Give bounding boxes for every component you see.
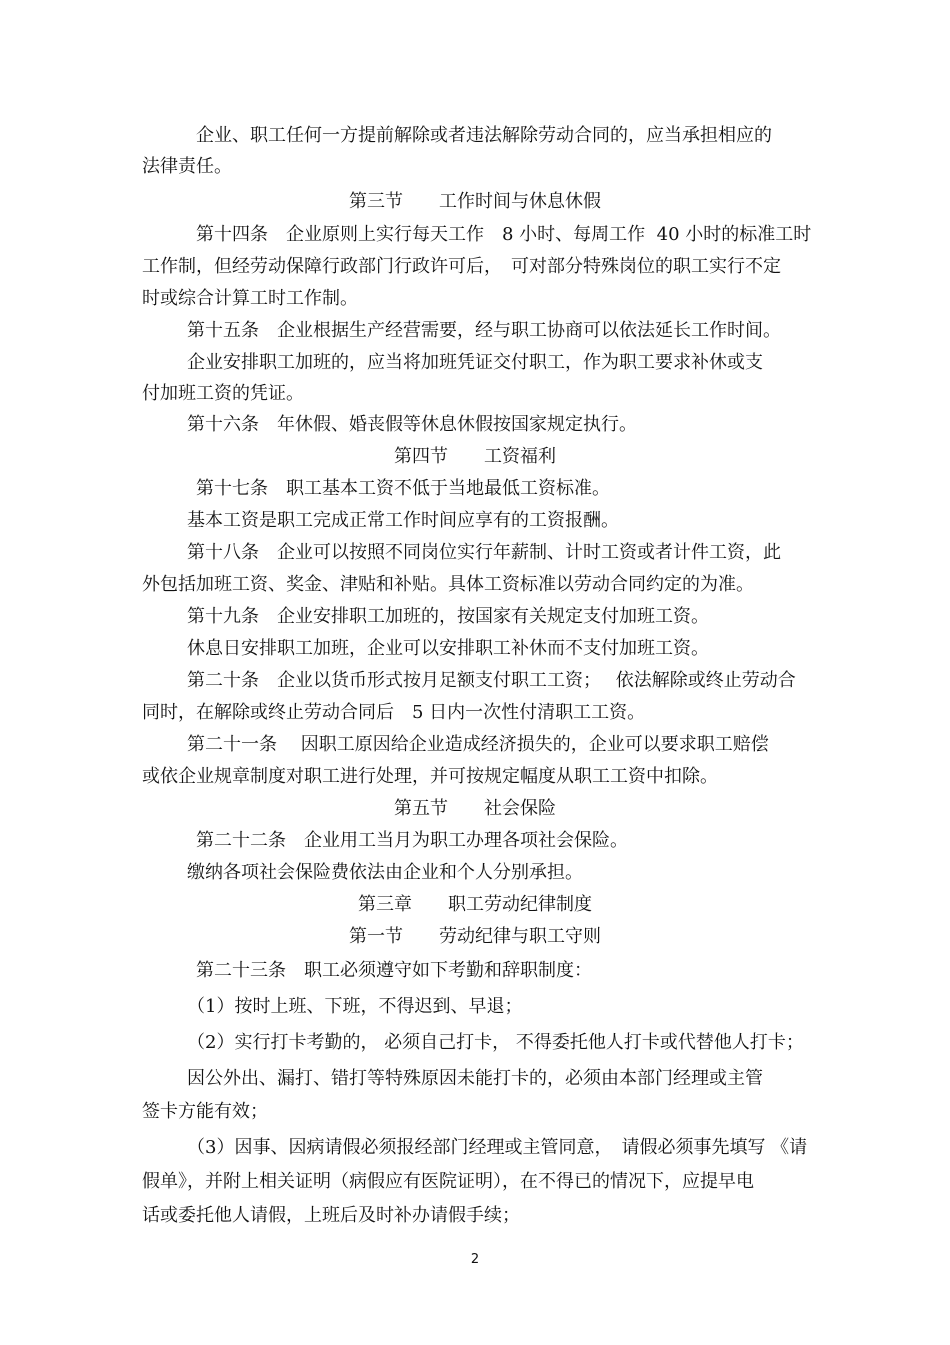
section-heading: 第四节 工资福利 [394,446,556,467]
article-line: 第二十三条 职工必须遵守如下考勤和辞职制度： [196,960,592,981]
article-line: 第十四条 企业原则上实行每天工作 8 小时、每周工作 40 小时的标准工时 [196,224,812,245]
paragraph-line: 缴纳各项社会保险费依法由企业和个人分别承担。 [187,862,583,883]
paragraph-line: 付加班工资的凭证。 [142,383,304,404]
article-line: 第十八条 企业可以按照不同岗位实行年薪制、计时工资或者计件工资，此 [187,542,781,563]
article-line: 第十六条 年休假、婚丧假等休息休假按国家规定执行。 [187,414,637,435]
paragraph-line: 话或委托他人请假，上班后及时补办请假手续； [142,1205,520,1226]
paragraph-line: 法律责任。 [142,156,232,177]
section-heading: 第一节 劳动纪律与职工守则 [349,926,601,947]
article-line: 第十五条 企业根据生产经营需要，经与职工协商可以依法延长工作时间。 [187,320,781,341]
article-line: 第十七条 职工基本工资不低于当地最低工资标准。 [196,478,610,499]
article-line: 第二十二条 企业用工当月为职工办理各项社会保险。 [196,830,628,851]
paragraph-line: 签卡方能有效； [142,1101,268,1122]
paragraph-line: 时或综合计算工时工作制。 [142,288,358,309]
paragraph-line: 企业安排职工加班的，应当将加班凭证交付职工，作为职工要求补休或支 [187,352,763,373]
article-line: 第十九条 企业安排职工加班的，按国家有关规定支付加班工资。 [187,606,709,627]
section-heading: 第三节 工作时间与休息休假 [349,191,601,212]
paragraph-line: 休息日安排职工加班，企业可以安排职工补休而不支付加班工资。 [187,638,709,659]
article-line: 第二十条 企业以货币形式按月足额支付职工工资； 依法解除或终止劳动合 [187,670,796,691]
paragraph-line: 假单》，并附上相关证明（病假应有医院证明），在不得已的情况下，应提早电 [142,1171,754,1192]
chapter-heading: 第三章 职工劳动纪律制度 [358,894,592,915]
page-number: 2 [470,1252,480,1267]
paragraph-line: 同时，在解除或终止劳动合同后 5 日内一次性付清职工工资。 [142,702,646,723]
list-item: （2）实行打卡考勤的， 必须自己打卡， 不得委托他人打卡或代替他人打卡； [187,1032,804,1053]
list-item: （1）按时上班、下班，不得迟到、早退； [187,996,523,1017]
paragraph-line: 工作制，但经劳动保障行政部门行政许可后， 可对部分特殊岗位的职工实行不定 [142,256,781,277]
paragraph-line: 外包括加班工资、奖金、津贴和补贴。具体工资标准以劳动合同约定的为准。 [142,574,754,595]
article-line: 第二十一条 因职工原因给企业造成经济损失的，企业可以要求职工赔偿 [187,734,769,755]
list-item: （3）因事、因病请假必须报经部门经理或主管同意， 请假必须事先填写 《请 [187,1137,808,1158]
section-heading: 第五节 社会保险 [394,798,556,819]
paragraph-line: 基本工资是职工完成正常工作时间应享有的工资报酬。 [187,510,619,531]
paragraph-line: 因公外出、漏打、错打等特殊原因未能打卡的，必须由本部门经理或主管 [187,1068,763,1089]
paragraph-line: 或依企业规章制度对职工进行处理，并可按规定幅度从职工工资中扣除。 [142,766,718,787]
paragraph-line: 企业、职工任何一方提前解除或者违法解除劳动合同的，应当承担相应的 [196,125,772,146]
